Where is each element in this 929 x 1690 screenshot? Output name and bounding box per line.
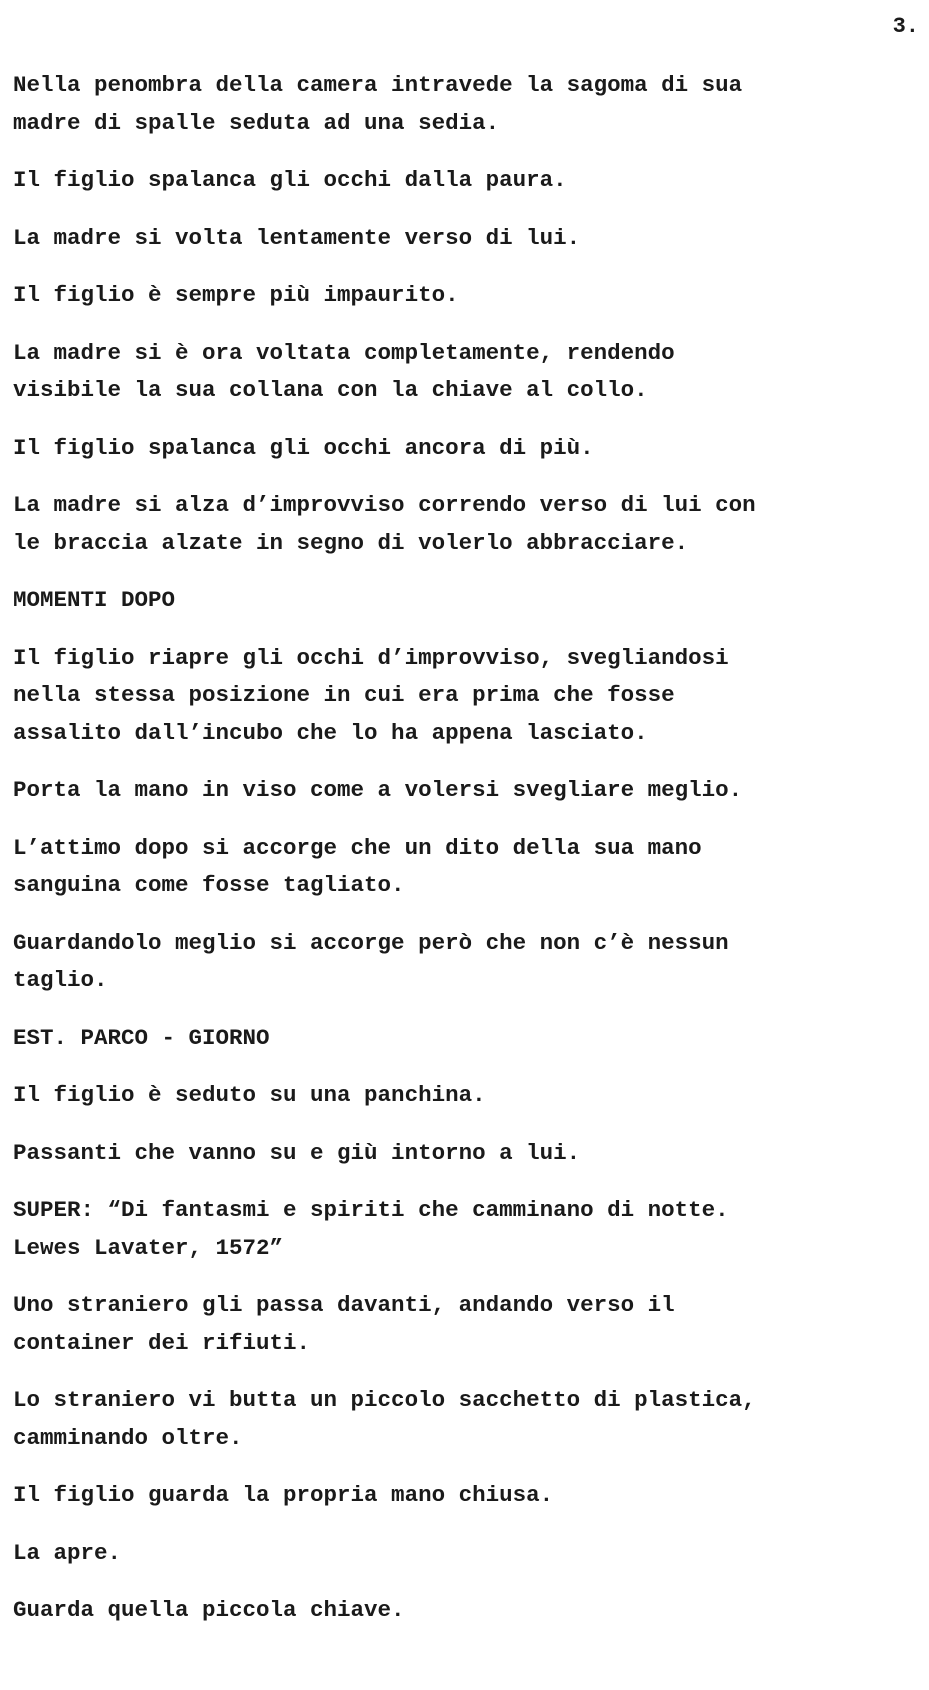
action-line: La madre si volta lentamente verso di lui. [13,224,581,251]
action-line: Il figlio riapre gli occhi d’improvviso, svegliandosi nella stessa posizione in cui era prima che fosse assalito dall’incubo che lo ha appena lasciato. [13,644,729,746]
action-line: L’attimo dopo si accorge che un dito della sua mano sanguina come fosse tagliato. [13,834,702,898]
action-line: Guardandolo meglio si accorge però che non c’è nessun taglio. [13,929,729,993]
action-line: Il figlio guarda la propria mano chiusa. [13,1482,554,1508]
action-line: Il figlio spalanca gli occhi dalla paura. [13,167,567,193]
action-line: Nella penombra della camera intravede la sagoma di sua madre di spalle seduta ad una sedia. [13,72,743,136]
scene-heading: EST. PARCO - GIORNO [13,1024,270,1051]
script-body [13,67,893,1650]
action-line: Porta la mano in viso come a volersi svegliare meglio. [13,777,743,803]
super-caption: SUPER: “Di fantasmi e spiriti che camminano di notte. Lewes Lavater, 1572” [13,1197,729,1261]
action-line: Il figlio spalanca gli occhi ancora di più. [13,434,594,461]
action-line: Il figlio è seduto su una panchina. [13,1082,486,1108]
page-number: 3. [892,14,919,39]
action-line: Guarda quella piccola chiave. [13,1597,405,1623]
action-line: Il figlio è sempre più impaurito. [13,282,459,308]
action-line: La apre. [13,1539,122,1566]
transition-heading: MOMENTI DOPO [13,587,176,613]
action-line: Passanti che vanno su e giù intorno a lui. [13,1139,581,1166]
action-line: La madre si alza d’improvviso correndo verso di lui con le braccia alzate in segno di volerlo abbracciare. [13,492,756,556]
action-line: Uno straniero gli passa davanti, andando verso il container dei rifiuti. [13,1292,675,1356]
action-line: Lo straniero vi butta un piccolo sacchetto di plastica, camminando oltre. [13,1387,756,1451]
action-line: La madre si è ora voltata completamente, rendendo visibile la sua collana con la chiave al collo. [13,339,675,403]
